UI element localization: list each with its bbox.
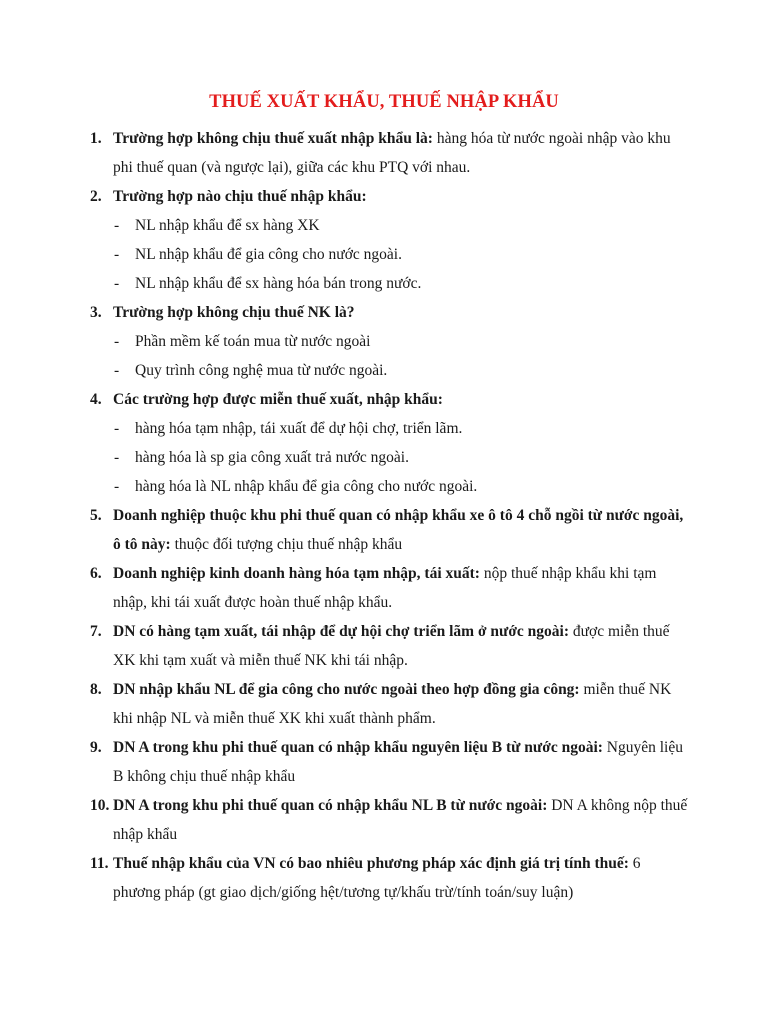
item-question: Trường hợp không chịu thuế NK là? [113,304,355,321]
list-item [90,182,690,211]
item-number: 1. [90,130,102,147]
list-item [90,675,690,733]
item-answer: hàng hóa từ nước ngoài nhập vào khu phi thuế quan (và ngược lại), giữa các khu PTQ với nhau. [113,130,671,176]
item-number: 2. [90,188,102,205]
item-number: 6. [90,565,102,582]
item-question: DN có hàng tạm xuất, tái nhập để dự hội chợ triển lãm ở nước ngoài: [113,623,569,640]
bullet-item [90,211,690,240]
item-question: Doanh nghiệp kinh doanh hàng hóa tạm nhập, tái xuất: [113,565,480,582]
dash-marker: - [114,420,120,437]
dash-marker: - [114,333,120,350]
item-number: 5. [90,507,102,524]
bullet-text: Quy trình công nghệ mua từ nước ngoài. [135,362,388,379]
bullet-item [90,414,690,443]
item-question: Trường hợp nào chịu thuế nhập khẩu: [113,188,367,205]
dash-marker: - [114,275,120,292]
bullet-text: hàng hóa là NL nhập khẩu để gia công cho nước ngoài. [135,478,478,495]
list-item [90,849,690,907]
item-answer: DN A không nộp thuế nhập khẩu [113,797,688,843]
bullet-item [90,327,690,356]
bullet-text: NL nhập khẩu để sx hàng hóa bán trong nước. [135,275,422,292]
dash-marker: - [114,449,120,466]
list-item [90,733,690,791]
item-number: 9. [90,739,102,756]
bullet-item [90,443,690,472]
item-question: Doanh nghiệp thuộc khu phi thuế quan có nhập khẩu xe ô tô 4 chỗ ngồi từ nước ngoài, ô tô này: [113,507,684,553]
dash-marker: - [114,362,120,379]
item-number: 7. [90,623,102,640]
dash-marker: - [114,246,120,263]
list-item [90,559,690,617]
document-title: THUẾ XUẤT KHẨU, THUẾ NHẬP KHẨU [209,92,559,112]
item-number: 11. [90,855,109,872]
bullet-item [90,240,690,269]
bullet-text: NL nhập khẩu để gia công cho nước ngoài. [135,246,402,263]
item-number: 10. [90,797,110,814]
list-item [90,791,690,849]
bullet-text: hàng hóa là sp gia công xuất trả nước ngoài. [135,449,409,466]
list-item [90,501,690,559]
item-answer: Nguyên liệu B không chịu thuế nhập khẩu [113,739,683,785]
item-question: Thuế nhập khẩu của VN có bao nhiêu phương pháp xác định giá trị tính thuế: [113,855,629,872]
bullet-item [90,269,690,298]
item-question: Các trường hợp được miễn thuế xuất, nhập khẩu: [113,391,443,408]
item-answer: 6 phương pháp (gt giao dịch/giống hệt/tương tự/khấu trừ/tính toán/suy luận) [113,855,641,901]
item-number: 3. [90,304,102,321]
bullet-text: NL nhập khẩu để sx hàng XK [135,217,320,234]
item-question: Trường hợp không chịu thuế xuất nhập khẩu là: [113,130,433,147]
bullet-item [90,356,690,385]
list-item [90,124,690,182]
item-answer: nộp thuế nhập khẩu khi tạm nhập, khi tái xuất được hoàn thuế nhập khẩu. [113,565,657,611]
item-question: DN A trong khu phi thuế quan có nhập khẩu nguyên liệu B từ nước ngoài: [113,739,603,756]
item-answer: thuộc đối tượng chịu thuế nhập khẩu [170,536,403,553]
list-item [90,385,690,414]
item-answer: được miễn thuế XK khi tạm xuất và miễn thuế NK khi tái nhập. [113,623,670,669]
question-list [90,124,690,907]
list-item [90,617,690,675]
item-question: DN A trong khu phi thuế quan có nhập khẩu NL B từ nước ngoài: [113,797,548,814]
item-question: DN nhập khẩu NL để gia công cho nước ngoài theo hợp đồng gia công: [113,681,580,698]
item-answer: miễn thuế NK khi nhập NL và miễn thuế XK khi xuất thành phẩm. [113,681,672,727]
bullet-text: Phần mềm kế toán mua từ nước ngoài [135,333,371,350]
item-number: 8. [90,681,102,698]
item-number: 4. [90,391,102,408]
bullet-text: hàng hóa tạm nhập, tái xuất để dự hội chợ, triển lãm. [135,420,463,437]
dash-marker: - [114,217,120,234]
list-item [90,298,690,327]
dash-marker: - [114,478,120,495]
bullet-item [90,472,690,501]
